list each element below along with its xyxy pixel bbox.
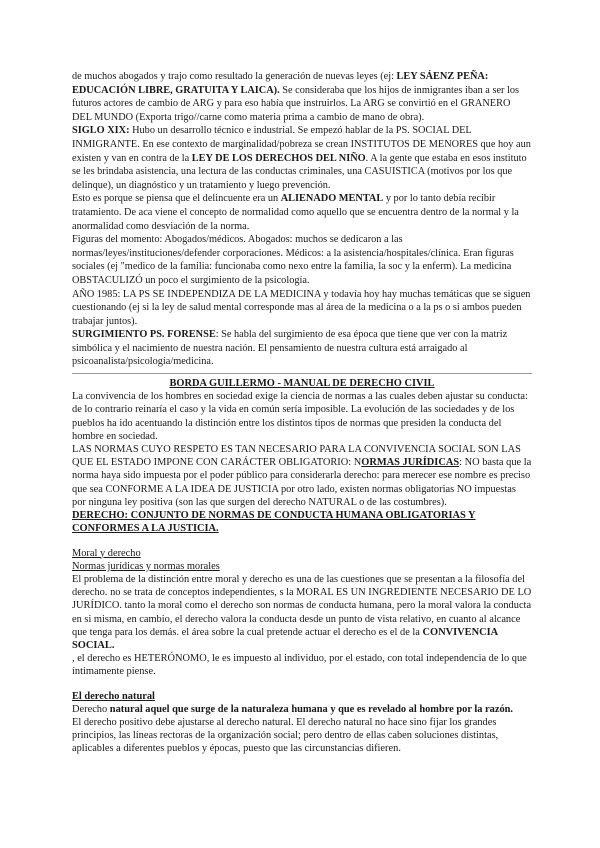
paragraph-moral (72, 573, 532, 652)
text-run: de muchos abogados y trajo como resultado la generación de nuevas leyes (ej: (72, 71, 397, 82)
subheading-normas: Normas jurídicas y normas morales (72, 560, 220, 572)
text-run: Se consideraba que los hijos de inmigrantes iban a ser los futuros actores de cambio de ARG y para eso había que instruirlos. La ARG se convirtió en el GRANERO DEL MUNDO (Exporta trigo//carne como materia prima a cambio de mano de obra). (72, 84, 520, 123)
text-run: . A la gente que estaba en esos instituto se les brindaba asistencia, una lectura de las conductas criminales, una CASUISTICA (motivos por los que delinque), un diagnóstico y un tratamiento y luego prevención. (72, 152, 527, 191)
section-borda (72, 377, 532, 755)
paragraph-generacion-leyes (72, 70, 532, 124)
natural-definition-bold: natural aquel que surge de la naturaleza humana y que es revelado al hombre por la razón. (109, 703, 514, 715)
paragraph-definicion-derecho (72, 509, 532, 535)
paragraph-figuras-momento: Figuras del momento: Abogados/médicos. Abogados: muchos se dedicaron a las normas/leyes/instituciones/defender corporaciones. Médicos: a la asistencia/hospitales/clínica. Eran figuras sociales (ej "medico de la familia: funcionaba como nexo entre la familia, la soc y la enferm). La medicina OBSTACULIZÓ un poco el surgimiento de la psicología. (72, 234, 514, 286)
paragraph-convivencia: La convivencia de los hombres en sociedad exige la ciencia de normas a las cuales deben ajustar su conducta: de lo contrario reinaría el caso y la vida en común sería imposible. La evolución de las sociedades y de los pueblos ha ido acentuando la distinción entre los distintos tipos de normas que presiden la conducta del hombre en sociedad. (72, 391, 528, 442)
spacer (72, 679, 532, 690)
normas-juridicas-bold: ORMAS JURÍDICAS (361, 457, 460, 469)
text-run: El problema de la distinción entre moral y derecho es una de las cuestiones que se presentan a la filosofía del derecho. no se trata de conceptos independientes, s la MORAL ES UN INGREDIENTE NECESARIO DE LO JURÍDICO. tanto la moral como el derecho son normas de conducta humana, pero la moral valora la conducta en si misma, en cambio, el derecho valora la conducta desde un punto de vista relativo, en cuanto al alcance que tenga para los demás. el área sobre la cual pretende actuar el derecho es el de la (72, 573, 532, 638)
siglo-xix-bold: SIGLO XIX: (72, 125, 130, 137)
text-run: Hubo un desarrollo técnico e industrial. Se empezó hablar de la PS. SOCIAL DEL INMIGRANTE. En ese contexto de marginalidad/pobreza se crean INSTITUTOS DE MENORES que hoy aun existen y van en contra de la (72, 125, 531, 164)
text-run: : Se habla del surgimiento de esa época que tiene que ver con la matriz simbólica y el nacimiento de nuestra nación. El pensamiento de nuestra cultura está arraigado al psicoanalista/psicología/medicina. (72, 329, 508, 368)
text-run: Derecho (72, 703, 110, 715)
section-title: BORDA GUILLERMO - MANUAL DE DERECHO CIVIL (169, 378, 435, 390)
text-run: LAS NORMAS CUYO RESPETO ES TAN NECESARIO PARA LA CONVIVENCIA SOCIAL SON LAS QUE EL ESTADO IMPONE CON CARÁCTER OBLIGATORIO: N (72, 444, 521, 469)
text-run: Esto es porque se piensa que el delincuente era un (72, 193, 281, 205)
ps-forense-bold: SURGIMIENTO PS. FORENSE (72, 329, 216, 341)
spacer (72, 536, 532, 547)
paragraph-normas-juridicas (72, 443, 532, 509)
paragraph-derecho-positivo: El derecho positivo debe ajustarse al derecho natural. El derecho natural no hace sino fijar los grandes principios, las líneas rectoras de la organización social; pero dentro de ellas caben soluciones distintas, aplicables a diferentes pueblos y épocas, puesto que las circunstancias difieren. (72, 716, 499, 755)
document-body (72, 70, 532, 756)
ley-derechos-nino-bold: LEY DE LOS DERECHOS DEL NIÑO (191, 152, 366, 164)
text-run: : NO basta que la norma haya sido impuesta por el poder público para considerarla derecho: para merecer ese nombre es preciso que sea CONFORME A LA IDEA DE JUSTICIA por otro lado, existen normas obligatorias NO impuestas por ninguna ley positiva (son las que surgen del derecho NATURAL o de las costumbres). (72, 457, 532, 508)
paragraph-heteronomo: , el derecho es HETERÓNOMO, le es impuesto al individuo, por el estado, con total independencia de lo que íntimamente piense. (72, 653, 527, 678)
text-run: y por lo tanto debía recibir tratamiento. De aca viene el concepto de normalidad como aquello que se encuentra dentro de la normal y la anormalidad como desviación de la norma. (72, 193, 519, 232)
derecho-definition: : CONJUNTO DE NORMAS DE CONDUCTA HUMANA OBLIGATORIAS Y CONFORMES A LA JUSTICIA. (72, 510, 476, 535)
paragraph-ano-1985: AÑO 1985: LA PS SE INDEPENDIZA DE LA MEDICINA y todavía hoy hay muchas temáticas que se siguen cuestionando (ej si la ley de salud mental corresponde mas al área de la medicina o a la ps o si ambos pueden trabajar juntos). (72, 288, 531, 327)
paragraph-alienado-mental (72, 192, 532, 233)
paragraph-siglo-xix (72, 124, 532, 192)
convivencia-social-bold: CONVIVENCIA SOCIAL. (72, 626, 498, 651)
subheading-moral-derecho: Moral y derecho (72, 547, 141, 559)
heading-derecho-natural: El derecho natural (72, 690, 155, 702)
derecho-term: DERECHO (72, 510, 125, 522)
alienado-mental-bold: ALIENADO MENTAL (280, 193, 384, 205)
ley-saenz-pena-bold: LEY SÁENZ PEÑA: EDUCACIÓN LIBRE, GRATUITA Y LAICA). (72, 71, 489, 96)
paragraph-derecho-natural-def (72, 703, 532, 716)
section-divider (72, 373, 532, 374)
paragraph-ps-forense (72, 328, 532, 369)
